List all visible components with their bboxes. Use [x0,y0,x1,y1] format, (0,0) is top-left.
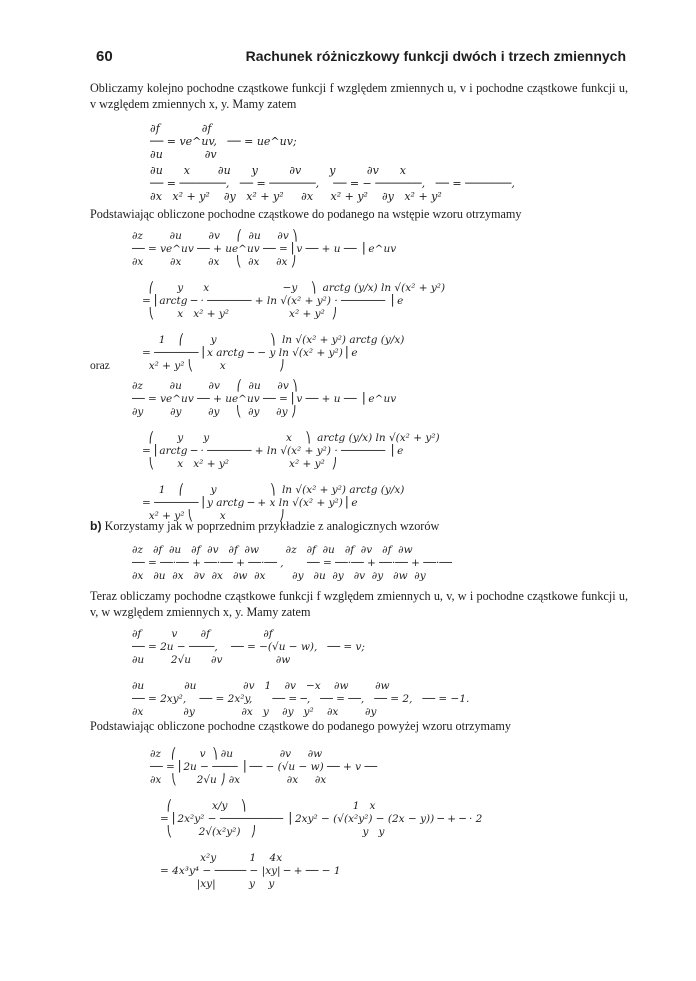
part-b-intro-line [90,518,628,534]
equation-fuv-partials: ∂f v ∂f ∂f ── = 2u − ────, ── = −(√u − w), ── = v; ∂u 2√u ∂v ∂w ∂u ∂u ∂v 1 ∂v −x ∂w ∂w ── = 2xy², ── = 2x²y, ── = ─, ── = ──, ── = 2, ── = −1. ∂x ∂y ∂x y ∂y y² ∂x ∂y [132,628,470,718]
part-a-intro: Obliczamy kolejno pochodne cząstkowe funkcji f względem zmiennych u, v i pochodne cząstkowe funkcji u, v względem zmiennych x, y. Mamy zatem [90,81,628,111]
equation-chain-rule: ∂z ∂f ∂u ∂f ∂v ∂f ∂w ∂z ∂f ∂u ∂f ∂v ∂f ∂w ── = ──·── + ──·── + ──·── , ── = ──·── + ──·── + ──·── ∂x ∂u ∂x ∂v ∂x ∂w ∂x ∂y ∂u ∂y ∂v ∂y ∂w ∂y [132,544,452,582]
equation-result: ∂z ⎛ v ⎞ ∂u ∂v ∂w ── = ⎜2u − ──── ⎟ ── − (√u − w) ── + v ── ∂x ⎝ 2√u ⎠ ∂x ∂x ∂x ⎛ x/y ⎞ 1 x = ⎜2x²y² − ────────── ⎟ 2xy² − (√(x²y²) − (2x − y)) ─ + ─ · 2 ⎝ 2√(x²y²) ⎠ y y x²y 1 4x = 4x³y⁴ − ───── − |xy| ─ + ── − 1 |xy| y y [150,748,483,890]
part-b-compute-text: Teraz obliczamy pochodne cząstkowe funkcji f względem zmiennych u, v, w i pochodne cząstkowe funkcji u, v, w względem zmiennych x, y. Mamy zatem [90,589,628,619]
equation-f-partials: ∂f ∂f ── = ve^uv, ── = ue^uv; ∂u ∂v [150,122,297,161]
part-b-label: b) [90,519,102,533]
oraz-label: oraz [90,360,110,372]
page-header [96,48,626,70]
equation-dz-dx: ∂z ∂u ∂v ⎛ ∂u ∂v ⎞ ── = ve^uv ── + ue^uv ── = ⎜v ── + u ── ⎟ e^uv ∂x ∂x ∂x ⎝ ∂x ∂x ⎠ ⎛ y x −y ⎞ arctg (y/x) ln √(x² + y²) = ⎜arctg ─ · ─────── + ln √(x² + y²) · ─────── ⎟ e ⎝ x x² + y² x² + y² ⎠ 1 ⎛ y ⎞ ln √(x² + y²) arctg (y/x) = ─────── ⎜x arctg ─ − y ln √(x² + y²)⎟ e x² + y² ⎝ x ⎠ [132,230,446,372]
running-title: Rachunek różniczkowy funkcji dwóch i trzech zmiennych [245,48,626,64]
part-a-substitution-text: Podstawiając obliczone pochodne cząstkowe do podanego na wstępie wzoru otrzymamy [90,207,522,221]
page-number: 60 [96,48,113,65]
equation-uv-partials: ∂u x ∂u y ∂v y ∂v x ── = ───────, ── = ───────, ── = − ───────, ── = ───────, ∂x x² + y² ∂y x² + y² ∂x x² + y² ∂y x² + y² [150,164,515,203]
part-b-substitution-text: Podstawiając obliczone pochodne cząstkowe do podanego powyżej wzoru otrzymamy [90,719,512,733]
equation-dz-dy: ∂z ∂u ∂v ⎛ ∂u ∂v ⎞ ── = ve^uv ── + ue^uv ── = ⎜v ── + u ── ⎟ e^uv ∂y ∂y ∂y ⎝ ∂y ∂y ⎠ ⎛ y y x ⎞ arctg (y/x) ln √(x² + y²) = ⎜arctg ─ · ─────── + ln √(x² + y²) · ─────── ⎟ e ⎝ x x² + y² x² + y² ⎠ 1 ⎛ y ⎞ ln √(x² + y²) arctg (y/x) = ─────── ⎜y arctg ─ + x ln √(x² + y²)⎟ e x² + y² ⎝ x ⎠ [132,380,440,522]
part-b-intro: Korzystamy jak w poprzednim przykładzie z analogicznych wzorów [104,519,440,533]
